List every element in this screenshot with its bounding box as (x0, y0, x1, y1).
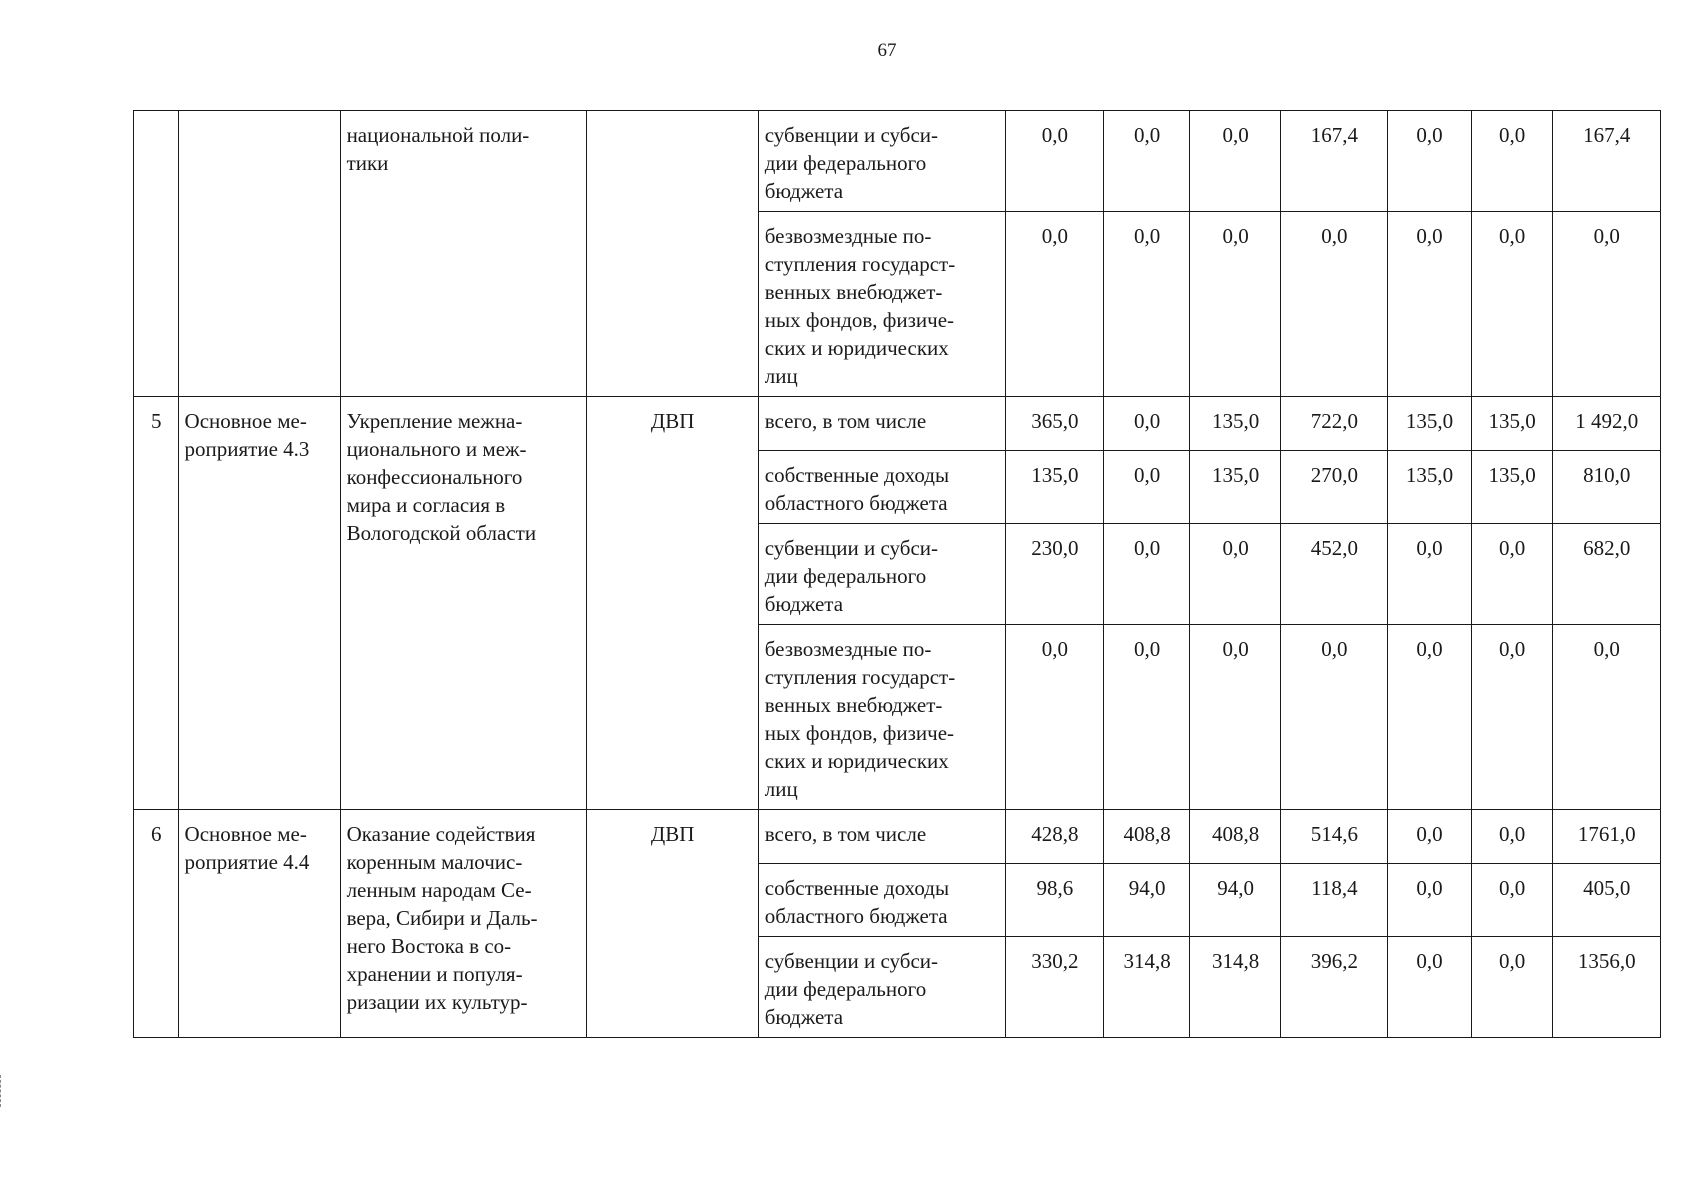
amount-cell: 0,0 (1471, 111, 1552, 212)
amount-cell: 0,0 (1387, 864, 1471, 937)
amount-cell: 0,0 (1281, 212, 1387, 397)
amount-cell: 314,8 (1190, 937, 1281, 1038)
amount-cell: 722,0 (1281, 397, 1387, 451)
amount-cell: 0,0 (1104, 212, 1190, 397)
amount-cell: 0,0 (1104, 625, 1190, 810)
amount-cell: 98,6 (1005, 864, 1103, 937)
executor-cell: ДВП (586, 810, 758, 1038)
amount-cell: 135,0 (1190, 451, 1281, 524)
amount-cell: 135,0 (1190, 397, 1281, 451)
amount-cell: 314,8 (1104, 937, 1190, 1038)
funding-source-cell: собственные доходы областного бюджета (758, 864, 1005, 937)
amount-cell: 230,0 (1005, 524, 1103, 625)
funding-source-cell: безвозмездные по- ступления государст- венных внебюджет- ных фондов, физиче- ских и юридических лиц (758, 212, 1005, 397)
table-row (134, 810, 1661, 864)
amount-cell: 0,0 (1471, 625, 1552, 810)
executor-cell (586, 111, 758, 397)
amount-cell: 682,0 (1552, 524, 1660, 625)
amount-cell: 0,0 (1471, 864, 1552, 937)
amount-cell: 365,0 (1005, 397, 1103, 451)
amount-cell: 0,0 (1104, 451, 1190, 524)
amount-cell: 0,0 (1471, 524, 1552, 625)
funding-source-cell: всего, в том числе (758, 810, 1005, 864)
amount-cell: 0,0 (1471, 810, 1552, 864)
amount-cell: 0,0 (1552, 212, 1660, 397)
amount-cell: 0,0 (1005, 625, 1103, 810)
description-cell: национальной поли- тики (340, 111, 586, 397)
amount-cell: 0,0 (1281, 625, 1387, 810)
amount-cell: 0,0 (1387, 810, 1471, 864)
funding-source-cell: безвозмездные по- ступления государст- венных внебюджет- ных фондов, физиче- ских и юридических лиц (758, 625, 1005, 810)
amount-cell: 0,0 (1190, 524, 1281, 625)
amount-cell: 0,0 (1190, 111, 1281, 212)
amount-cell: 0,0 (1005, 111, 1103, 212)
amount-cell: 0,0 (1471, 212, 1552, 397)
amount-cell: 167,4 (1281, 111, 1387, 212)
amount-cell: 405,0 (1552, 864, 1660, 937)
description-cell: Оказание содействия коренным малочис- ленным народам Се- вера, Сибири и Даль- него Востока в со- хранении и популя- ризации их культур- (340, 810, 586, 1038)
amount-cell: 1356,0 (1552, 937, 1660, 1038)
amount-cell: 0,0 (1471, 937, 1552, 1038)
table-row (134, 397, 1661, 451)
amount-cell: 135,0 (1005, 451, 1103, 524)
budget-table (133, 110, 1661, 1038)
amount-cell: 408,8 (1104, 810, 1190, 864)
amount-cell: 135,0 (1387, 397, 1471, 451)
amount-cell: 0,0 (1190, 625, 1281, 810)
amount-cell: 167,4 (1552, 111, 1660, 212)
amount-cell: 0,0 (1005, 212, 1103, 397)
row-number-cell: 6 (134, 810, 179, 1038)
activity-cell: Основное ме- роприятие 4.4 (178, 810, 340, 1038)
amount-cell: 0,0 (1387, 111, 1471, 212)
amount-cell: 94,0 (1104, 864, 1190, 937)
amount-cell: 0,0 (1387, 937, 1471, 1038)
amount-cell: 514,6 (1281, 810, 1387, 864)
amount-cell: 0,0 (1552, 625, 1660, 810)
amount-cell: 810,0 (1552, 451, 1660, 524)
amount-cell: 135,0 (1387, 451, 1471, 524)
amount-cell: 0,0 (1104, 397, 1190, 451)
amount-cell: 428,8 (1005, 810, 1103, 864)
amount-cell: 0,0 (1190, 212, 1281, 397)
table-row (134, 111, 1661, 212)
amount-cell: 396,2 (1281, 937, 1387, 1038)
amount-cell: 94,0 (1190, 864, 1281, 937)
activity-cell: Основное ме- роприятие 4.3 (178, 397, 340, 810)
amount-cell: 118,4 (1281, 864, 1387, 937)
executor-cell: ДВП (586, 397, 758, 810)
funding-source-cell: субвенции и субси- дии федерального бюджета (758, 937, 1005, 1038)
funding-source-cell: собственные доходы областного бюджета (758, 451, 1005, 524)
scan-margin-mark (0, 1075, 7, 1107)
amount-cell: 0,0 (1104, 111, 1190, 212)
row-number-cell (134, 111, 179, 397)
amount-cell: 135,0 (1471, 451, 1552, 524)
table-body (134, 111, 1661, 1038)
funding-source-cell: всего, в том числе (758, 397, 1005, 451)
amount-cell: 135,0 (1471, 397, 1552, 451)
amount-cell: 270,0 (1281, 451, 1387, 524)
description-cell: Укрепление межна- ционального и меж- конфессионального мира и согласия в Вологодской области (340, 397, 586, 810)
amount-cell: 408,8 (1190, 810, 1281, 864)
amount-cell: 452,0 (1281, 524, 1387, 625)
amount-cell: 1761,0 (1552, 810, 1660, 864)
funding-source-cell: субвенции и субси- дии федерального бюджета (758, 524, 1005, 625)
row-number-cell: 5 (134, 397, 179, 810)
amount-cell: 330,2 (1005, 937, 1103, 1038)
amount-cell: 0,0 (1387, 625, 1471, 810)
amount-cell: 0,0 (1387, 524, 1471, 625)
page-number: 67 (877, 40, 897, 61)
amount-cell: 0,0 (1104, 524, 1190, 625)
amount-cell: 1 492,0 (1552, 397, 1660, 451)
activity-cell (178, 111, 340, 397)
amount-cell: 0,0 (1387, 212, 1471, 397)
funding-source-cell: субвенции и субси- дии федерального бюджета (758, 111, 1005, 212)
